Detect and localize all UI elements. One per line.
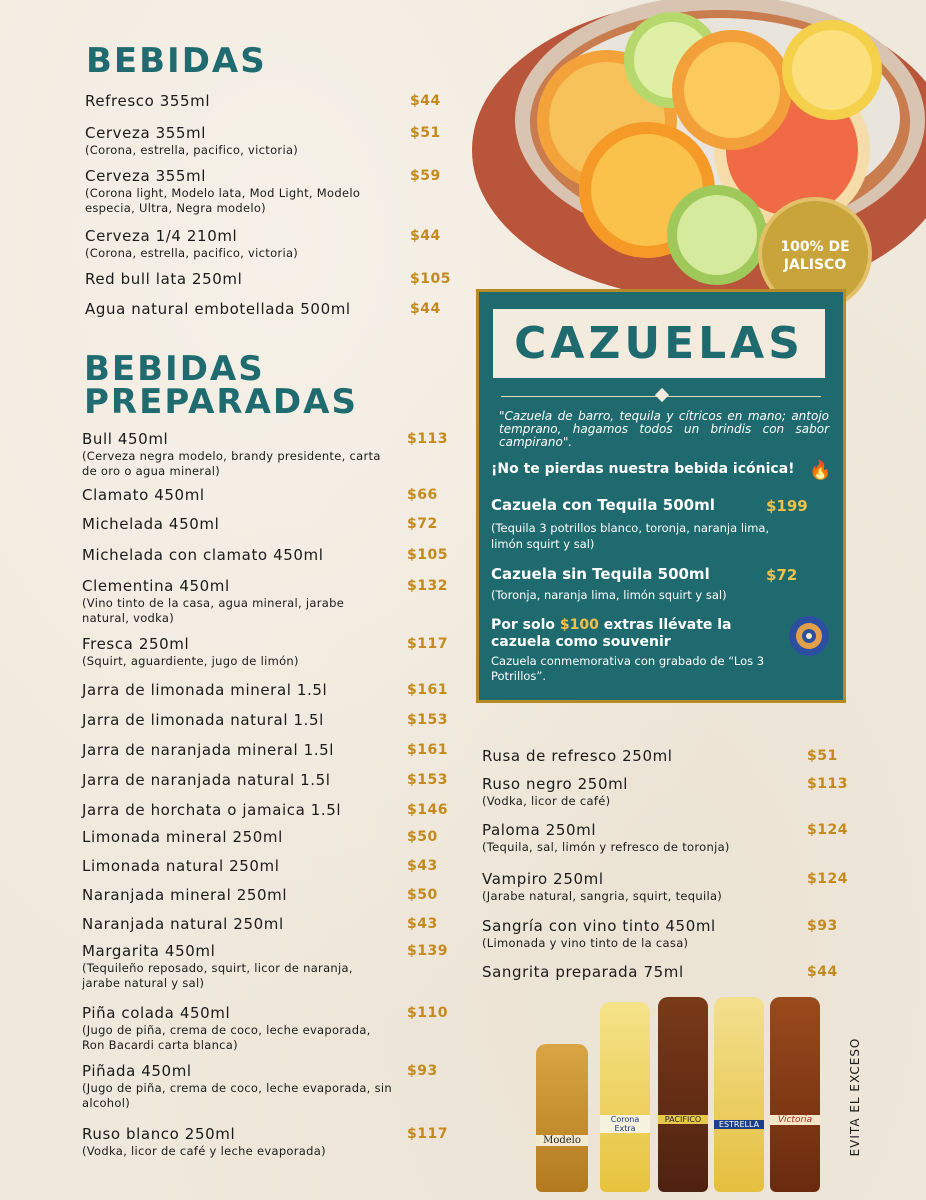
cazuela-promo	[491, 617, 761, 651]
badge-text-line1: 100% DE	[780, 239, 850, 255]
menu-item-price: $44	[410, 228, 441, 244]
menu-item	[85, 167, 385, 216]
menu-item	[482, 963, 792, 981]
promo-pre: Por solo	[491, 617, 560, 633]
menu-item	[82, 801, 392, 819]
menu-item-price: $139	[407, 943, 448, 959]
menu-item-name: Ruso negro 250ml	[482, 775, 629, 793]
bottle-corona	[600, 1002, 650, 1192]
menu-item-desc: (Cerveza negra modelo, brandy presidente, carta de oro o agua mineral)	[82, 449, 381, 478]
menu-item-price: $117	[407, 1126, 448, 1142]
menu-item-price: $113	[807, 776, 848, 792]
menu-item-price: $44	[410, 93, 441, 109]
menu-item-price: $51	[807, 748, 838, 764]
preparadas-title	[84, 349, 358, 422]
bottle-modelo	[536, 1044, 588, 1192]
cazuela-sin-name: Cazuela sin Tequila 500ml	[491, 565, 710, 583]
menu-item-desc: (Vodka, licor de café y leche evaporada)	[82, 1144, 326, 1158]
menu-item	[82, 915, 392, 933]
menu-item	[85, 227, 385, 261]
menu-item	[85, 124, 385, 158]
menu-item-price: $124	[807, 822, 848, 838]
menu-item-price: $105	[410, 271, 451, 287]
menu-item-name: Refresco 355ml	[85, 92, 211, 110]
menu-item	[85, 270, 385, 288]
menu-item	[82, 546, 392, 564]
cazuela-sin-desc: (Toronja, naranja lima, limón squirt y sal)	[491, 588, 727, 602]
menu-item-price: $44	[410, 301, 441, 317]
menu-item-price: $43	[407, 916, 438, 932]
menu-item-desc: (Vodka, licor de café)	[482, 794, 611, 808]
menu-item-desc: (Tequila, sal, limón y refresco de toronja)	[482, 840, 730, 854]
menu-item-desc: (Jugo de piña, crema de coco, leche evaporada, Ron Bacardi carta blanca)	[82, 1023, 371, 1052]
menu-item-price: $59	[410, 168, 441, 184]
menu-item-name: Cerveza 355ml	[85, 167, 207, 185]
bottle-estrella	[714, 997, 764, 1192]
menu-item	[82, 515, 392, 533]
menu-item-desc: (Squirt, aguardiente, jugo de limón)	[82, 654, 299, 668]
bottle-pacifico	[658, 997, 708, 1192]
menu-item	[82, 1004, 392, 1053]
cazuela-con-name: Cazuela con Tequila 500ml	[491, 496, 715, 514]
fire-icon: 🔥	[809, 460, 832, 481]
menu-item	[82, 577, 392, 626]
menu-item-price: $110	[407, 1005, 448, 1021]
side-text: EVITA EL EXCESO	[848, 1037, 862, 1157]
menu-item-desc: (Jarabe natural, sangria, squirt, tequila)	[482, 889, 723, 903]
menu-item-name: Jarra de naranjada natural 1.5l	[82, 771, 331, 789]
menu-item-desc: (Vino tinto de la casa, agua mineral, jarabe natural, vodka)	[82, 596, 345, 625]
label-estrella: ESTRELLA	[714, 1120, 764, 1129]
cazuelas-title: CAZUELAS	[514, 318, 804, 369]
menu-item	[82, 1125, 392, 1159]
promo-price: $100	[559, 617, 599, 633]
menu-item-name: Ruso blanco 250ml	[82, 1125, 236, 1143]
menu-item-price: $51	[410, 125, 441, 141]
menu-item	[82, 486, 392, 504]
menu-item	[82, 635, 392, 669]
menu-item-price: $72	[407, 516, 438, 532]
menu-item-name: Jarra de limonada natural 1.5l	[82, 711, 324, 729]
menu-item-price: $93	[807, 918, 838, 934]
cazuela-con-price: $199	[766, 497, 808, 515]
menu-item-name: Cerveza 1/4 210ml	[85, 227, 238, 245]
menu-item	[82, 711, 392, 729]
menu-item-name: Paloma 250ml	[482, 821, 597, 839]
menu-item-name: Naranjada mineral 250ml	[82, 886, 288, 904]
label-corona: Corona Extra	[600, 1115, 650, 1133]
menu-item-name: Michelada con clamato 450ml	[82, 546, 324, 564]
menu-item-desc: (Corona light, Modelo lata, Mod Light, Modelo especia, Ultra, Negra modelo)	[85, 186, 361, 215]
menu-item-desc: (Jugo de piña, crema de coco, leche evaporada, sin alcohol)	[82, 1081, 392, 1110]
menu-item-price: $66	[407, 487, 438, 503]
cazuela-sin-price: $72	[766, 566, 798, 584]
bottle-victoria	[770, 997, 820, 1192]
menu-item-name: Michelada 450ml	[82, 515, 220, 533]
preparadas-title-line2: PREPARADAS	[84, 382, 358, 422]
menu-item-name: Clamato 450ml	[82, 486, 205, 504]
cazuelas-quote: "Cazuela de barro, tequila y cítricos en mano; antojo temprano, hagamos todos un brindis con sabor campirano".	[499, 409, 829, 449]
diamond-icon	[655, 388, 669, 402]
badge-text-line2: JALISCO	[783, 257, 847, 273]
menu-item-price: $93	[407, 1063, 438, 1079]
menu-item-price: $153	[407, 712, 448, 728]
menu-item	[482, 747, 792, 765]
preparadas-title-line1: BEBIDAS	[84, 349, 265, 389]
label-victoria: Victoria	[770, 1115, 820, 1125]
menu-item-name: Sangría con vino tinto 450ml	[482, 917, 716, 935]
menu-item-price: $132	[407, 578, 448, 594]
menu-item-desc: (Corona, estrella, pacifico, victoria)	[85, 246, 299, 260]
menu-item-name: Clementina 450ml	[82, 577, 230, 595]
menu-item-price: $113	[407, 431, 448, 447]
menu-item-name: Bull 450ml	[82, 430, 169, 448]
menu-item	[82, 430, 392, 479]
menu-item-price: $153	[407, 772, 448, 788]
menu-item-name: Margarita 450ml	[82, 942, 216, 960]
menu-item-desc: (Corona, estrella, pacifico, victoria)	[85, 143, 299, 157]
menu-item-name: Limonada natural 250ml	[82, 857, 280, 875]
menu-item-desc: (Limonada y vino tinto de la casa)	[482, 936, 689, 950]
menu-item	[82, 828, 392, 846]
menu-item-price: $117	[407, 636, 448, 652]
menu-item	[82, 771, 392, 789]
menu-item	[85, 92, 385, 110]
menu-item-name: Red bull lata 250ml	[85, 270, 243, 288]
label-modelo: Modelo	[536, 1135, 588, 1146]
talavera-icon	[787, 614, 831, 658]
menu-item-price: $43	[407, 858, 438, 874]
menu-item-name: Vampiro 250ml	[482, 870, 604, 888]
menu-item	[482, 821, 792, 855]
menu-item-name: Piña colada 450ml	[82, 1004, 231, 1022]
menu-item-price: $105	[407, 547, 448, 563]
bebidas-title: BEBIDAS	[86, 41, 267, 81]
menu-item	[82, 681, 392, 699]
menu-item-price: $50	[407, 829, 438, 845]
menu-item-name: Jarra de naranjada mineral 1.5l	[82, 741, 335, 759]
menu-item-name: Limonada mineral 250ml	[82, 828, 283, 846]
menu-item	[82, 886, 392, 904]
menu-item-name: Agua natural embotellada 500ml	[85, 300, 351, 318]
menu-item-price: $161	[407, 682, 448, 698]
menu-item-name: Fresca 250ml	[82, 635, 190, 653]
menu-item-name: Jarra de horchata o jamaica 1.5l	[82, 801, 342, 819]
menu-item	[482, 775, 792, 809]
menu-item	[482, 870, 792, 904]
menu-item	[82, 942, 392, 991]
menu-item-price: $161	[407, 742, 448, 758]
menu-item-name: Piñada 450ml	[82, 1062, 192, 1080]
menu-item-price: $146	[407, 802, 448, 818]
menu-item	[82, 741, 392, 759]
menu-item-name: Cerveza 355ml	[85, 124, 207, 142]
cazuelas-highlight: ¡No te pierdas nuestra bebida icónica!	[491, 461, 795, 477]
cazuelas-box	[476, 289, 846, 703]
label-pacifico: PACIFICO	[658, 1115, 708, 1124]
menu-item-name: Rusa de refresco 250ml	[482, 747, 673, 765]
menu-item	[82, 857, 392, 875]
cazuela-con-desc: (Tequila 3 potrillos blanco, toronja, naranja lima, limón squirt y sal)	[491, 521, 770, 551]
menu-item-name: Sangrita preparada 75ml	[482, 963, 684, 981]
beer-bottles	[530, 995, 830, 1200]
menu-item	[482, 917, 792, 951]
menu-item	[82, 1062, 392, 1111]
menu-item-desc: (Tequileño reposado, squirt, licor de naranja, jarabe natural y sal)	[82, 961, 353, 990]
menu-item-name: Naranjada natural 250ml	[82, 915, 284, 933]
menu-item-price: $50	[407, 887, 438, 903]
promo-post: extras llévate la cazuela como souvenir	[491, 617, 732, 650]
menu-item	[85, 300, 385, 318]
menu-item-price: $44	[807, 964, 838, 980]
menu-item-name: Jarra de limonada mineral 1.5l	[82, 681, 328, 699]
cazuelas-title-box	[493, 309, 825, 378]
menu-item-price: $124	[807, 871, 848, 887]
cazuela-promo-desc: Cazuela conmemorativa con grabado de “Los 3 Potrillos”.	[491, 654, 765, 683]
